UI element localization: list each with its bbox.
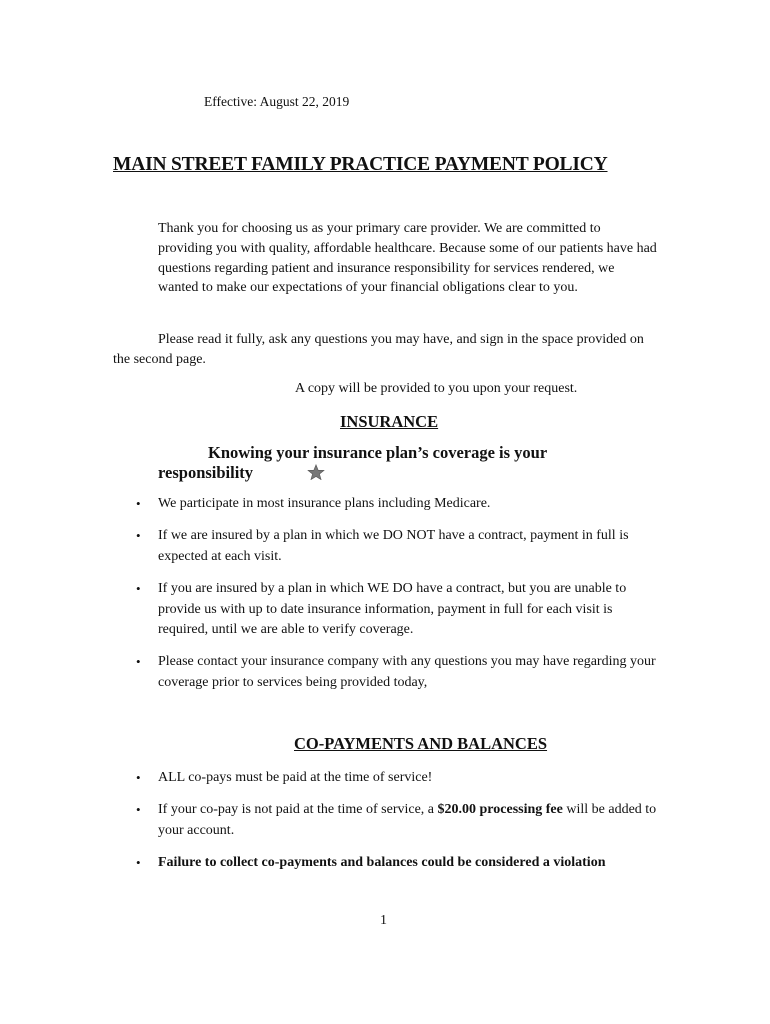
insurance-subheading (158, 443, 598, 485)
bullet-icon: • (136, 770, 141, 785)
insurance-heading: INSURANCE (340, 412, 439, 431)
bullet-icon: • (136, 496, 141, 511)
list-item (136, 579, 666, 641)
processing-fee-post: will be added to your account. (158, 802, 657, 838)
intro-paragraph: Thank you for choosing us as your primary care provider. We are committed to providing you with quality, affordable healthcare. Because some of our patients have had questions regarding patient and insurance responsibility for services rendered, we wanted to make our expectations of your financial obligations clear to you. (158, 221, 657, 296)
list-item (136, 494, 666, 515)
list-item (136, 652, 666, 693)
bullet-icon: • (136, 654, 141, 669)
page-number: 1 (380, 913, 387, 928)
copy-note: A copy will be provided to you upon your request. (295, 381, 578, 396)
star-icon (257, 464, 325, 485)
list-item (136, 526, 666, 567)
processing-fee-pre: If your co-pay is not paid at the time of service, a (158, 802, 438, 817)
list-item-text (158, 853, 666, 874)
document-title: MAIN STREET FAMILY PRACTICE PAYMENT POLICY (113, 154, 608, 175)
bullet-icon: • (136, 855, 141, 870)
effective-date: Effective: August 22, 2019 (204, 94, 350, 109)
bullet-icon: • (136, 581, 141, 596)
list-item-text (158, 800, 666, 841)
processing-fee-amount: $20.00 processing fee (437, 802, 563, 817)
list-item (136, 768, 666, 789)
list-item-text: Please contact your insurance company with any questions you may have regarding your coverage prior to services being provided today, (158, 654, 656, 690)
list-item (136, 800, 666, 841)
insurance-subheading-text: Knowing your insurance plan’s coverage is your responsibility (158, 443, 547, 482)
violation-warning: Failure to collect co-payments and balances could be considered a violation (158, 855, 606, 870)
list-item-text: If we are insured by a plan in which we DO NOT have a contract, payment in full is expected at each visit. (158, 528, 629, 564)
copayments-heading: CO-PAYMENTS AND BALANCES (294, 734, 548, 753)
list-item-text: ALL co-pays must be paid at the time of service! (158, 770, 433, 785)
bullet-icon: • (136, 528, 141, 543)
read-instructions-paragraph: Please read it fully, ask any questions you may have, and sign in the space provided on the second page. (113, 332, 644, 367)
list-item-text: If you are insured by a plan in which WE DO have a contract, but you are unable to provide us with up to date insurance information, payment in full for each visit is required, until we are able to verify coverage. (158, 581, 627, 637)
list-item-text: We participate in most insurance plans including Medicare. (158, 496, 491, 511)
bullet-icon: • (136, 802, 141, 817)
list-item (136, 853, 666, 874)
